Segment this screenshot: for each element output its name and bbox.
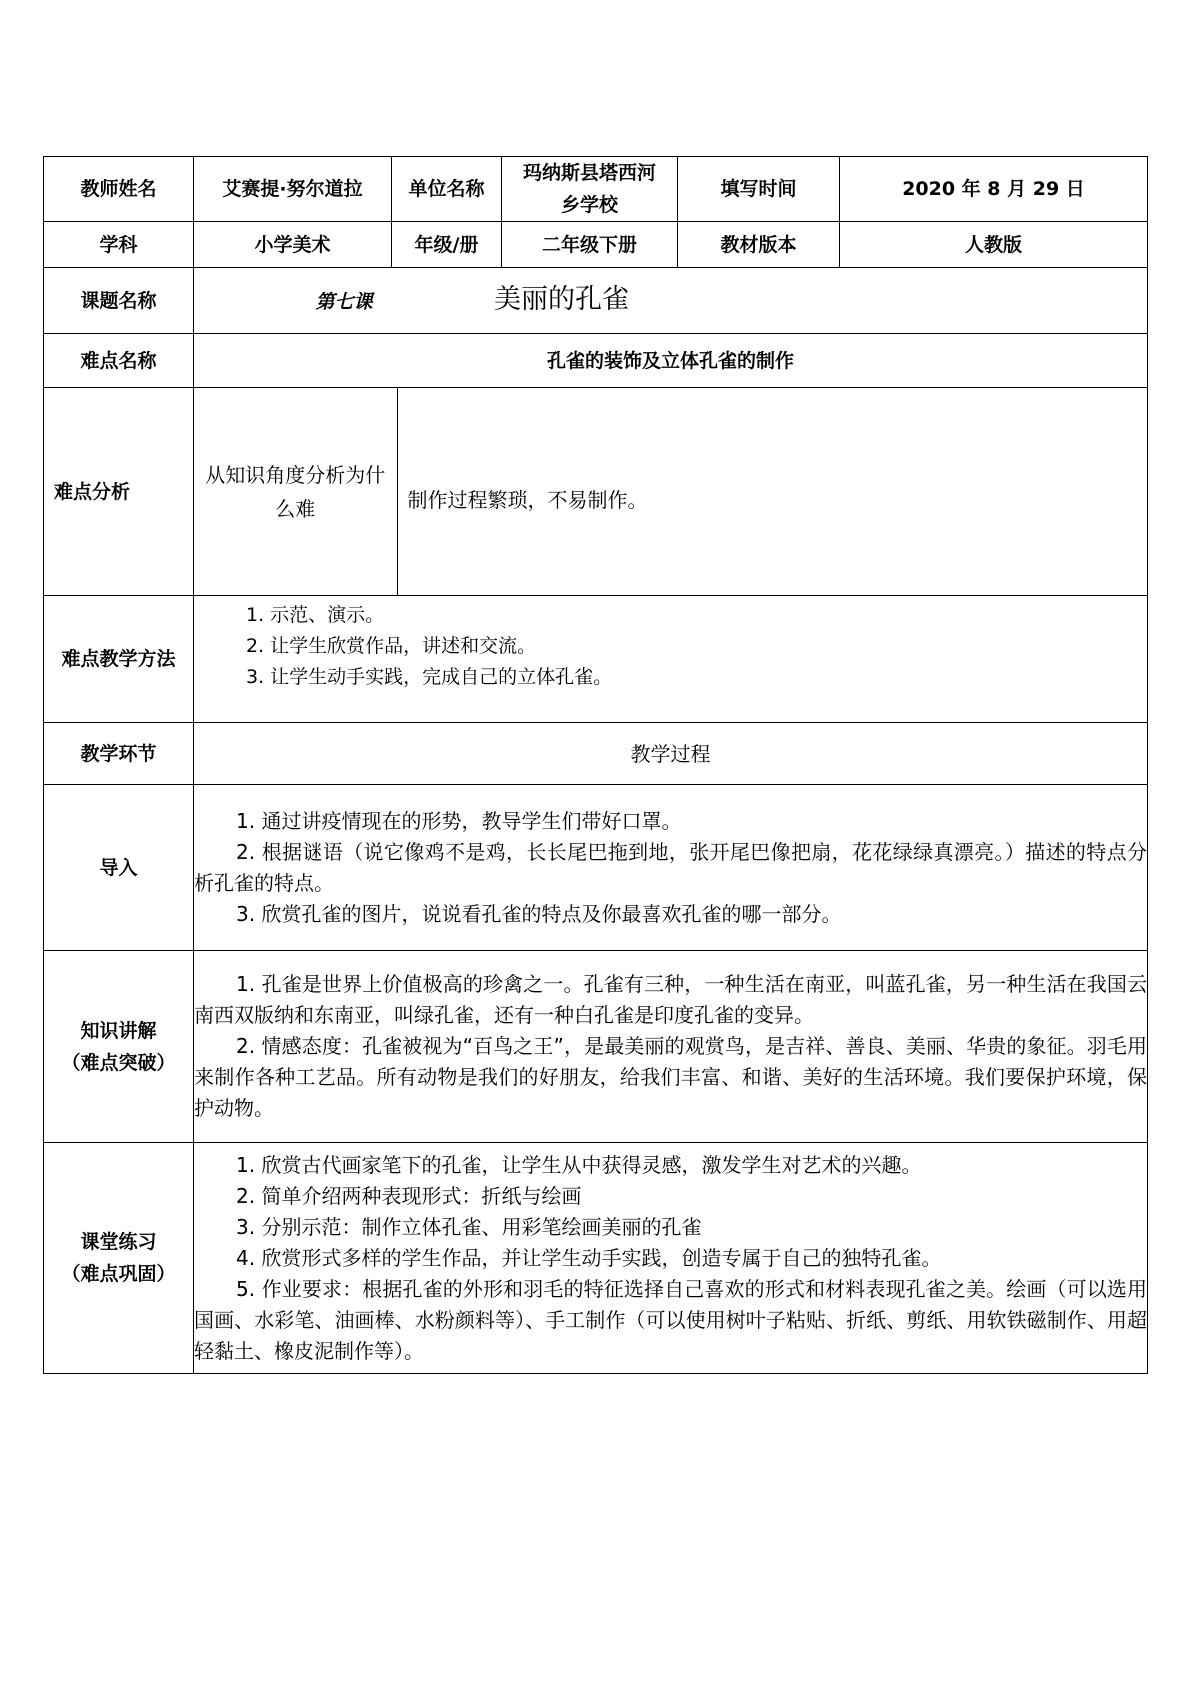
knowledge-label-line1: 知识讲解: [80, 1019, 157, 1042]
process-header-row: [44, 723, 1148, 785]
lesson-title: 美丽的孔雀: [494, 283, 629, 315]
method-list: [194, 596, 1148, 723]
difficulty-row: [44, 334, 1148, 388]
grade-label: 年级/册: [392, 222, 502, 268]
analysis-sub-label: 从知识角度分析为什么难: [194, 388, 397, 595]
analysis-cell: [194, 388, 1148, 596]
practice-item: 2. 简单介绍两种表现形式：折纸与绘画: [236, 1183, 582, 1208]
practice-label-line2: （难点巩固）: [61, 1263, 176, 1285]
practice-list: [194, 1143, 1148, 1374]
intro-label: 导入: [44, 785, 194, 951]
edition-label: 教材版本: [678, 222, 840, 268]
knowledge-item: 2. 情感态度：孔雀被视为“百鸟之王”，是最美丽的观赏鸟，是吉祥、善良、美丽、华贵的象征。羽毛用来制作各种工艺品。所有动物是我们的好朋友，给我们丰富、和谐、美好的生活环境。我们要保护环境，保护动物。: [194, 1034, 1147, 1120]
unit-label: 单位名称: [392, 157, 502, 222]
difficulty-value: 孔雀的装饰及立体孔雀的制作: [194, 334, 1148, 388]
knowledge-label-line2: （难点突破）: [61, 1051, 176, 1074]
method-item: 3. 让学生动手实践，完成自己的立体孔雀。: [246, 666, 613, 688]
teacher-label: 教师姓名: [44, 157, 194, 222]
analysis-value: 制作过程繁琐，不易制作。: [407, 487, 648, 512]
knowledge-item: 1. 孔雀是世界上价值极高的珍禽之一。孔雀有三种，一种生活在南亚，叫蓝孔雀，另一种生活在我国云南西双版纳和东南亚，叫绿孔雀，还有一种白孔雀是印度孔雀的变异。: [194, 972, 1147, 1027]
practice-item: 5. 作业要求：根据孔雀的外形和羽毛的特征选择自己喜欢的形式和材料表现孔雀之美。绘画（可以选用国画、水彩笔、油画棒、水粉颜料等）、手工制作（可以使用树叶子粘贴、折纸、剪纸、用软铁磁制作、用超轻黏土、橡皮泥制作等）。: [194, 1276, 1147, 1363]
topic-row: [44, 268, 1148, 334]
grade-value: 二年级下册: [502, 222, 678, 268]
practice-row: [44, 1143, 1148, 1374]
info-row-1: [44, 157, 1148, 222]
date-value: 2020 年 8 月 29 日: [840, 157, 1148, 222]
topic-value: [194, 268, 1148, 334]
subject-label: 学科: [44, 222, 194, 268]
info-row-2: [44, 222, 1148, 268]
date-label: 填写时间: [678, 157, 840, 222]
practice-item: 4. 欣赏形式多样的学生作品，并让学生动手实践，创造专属于自己的独特孔雀。: [236, 1245, 942, 1270]
topic-label: 课题名称: [44, 268, 194, 334]
process-stage-label: 教学环节: [44, 723, 194, 785]
teacher-name: 艾赛提·努尔道拉: [194, 157, 392, 222]
knowledge-row: [44, 951, 1148, 1143]
intro-item: 2. 根据谜语（说它像鸡不是鸡，长长尾巴拖到地，张开尾巴像把扇，花花绿绿真漂亮。）描述的特点分析孔雀的特点。: [194, 839, 1147, 895]
method-item: 2. 让学生欣赏作品，讲述和交流。: [246, 635, 537, 657]
intro-list: [194, 785, 1148, 951]
intro-item: 1. 通过讲疫情现在的形势，教导学生们带好口罩。: [236, 808, 682, 833]
difficulty-label: 难点名称: [44, 334, 194, 388]
analysis-label: 难点分析: [44, 388, 194, 596]
intro-row: [44, 785, 1148, 951]
process-header-value: 教学过程: [194, 723, 1148, 785]
lesson-number: 第七课: [315, 290, 373, 313]
analysis-inner-table: [194, 388, 1147, 595]
method-row: [44, 596, 1148, 723]
practice-item: 1. 欣赏古代画家笔下的孔雀，让学生从中获得灵感，激发学生对艺术的兴趣。: [236, 1152, 922, 1177]
practice-label: [44, 1143, 194, 1374]
knowledge-label: [44, 951, 194, 1143]
unit-name: 玛纳斯县塔西河乡学校: [502, 157, 678, 222]
subject-value: 小学美术: [194, 222, 392, 268]
intro-item: 3. 欣赏孔雀的图片，说说看孔雀的特点及你最喜欢孔雀的哪一部分。: [236, 901, 842, 926]
knowledge-list: [194, 951, 1148, 1143]
practice-item: 3. 分别示范：制作立体孔雀、用彩笔绘画美丽的孔雀: [236, 1214, 702, 1239]
analysis-row: [44, 388, 1148, 596]
lesson-plan-table: [43, 156, 1148, 1374]
method-label: 难点教学方法: [44, 596, 194, 723]
method-item: 1. 示范、演示。: [246, 604, 385, 626]
practice-label-line1: 课堂练习: [80, 1231, 157, 1253]
edition-value: 人教版: [840, 222, 1148, 268]
